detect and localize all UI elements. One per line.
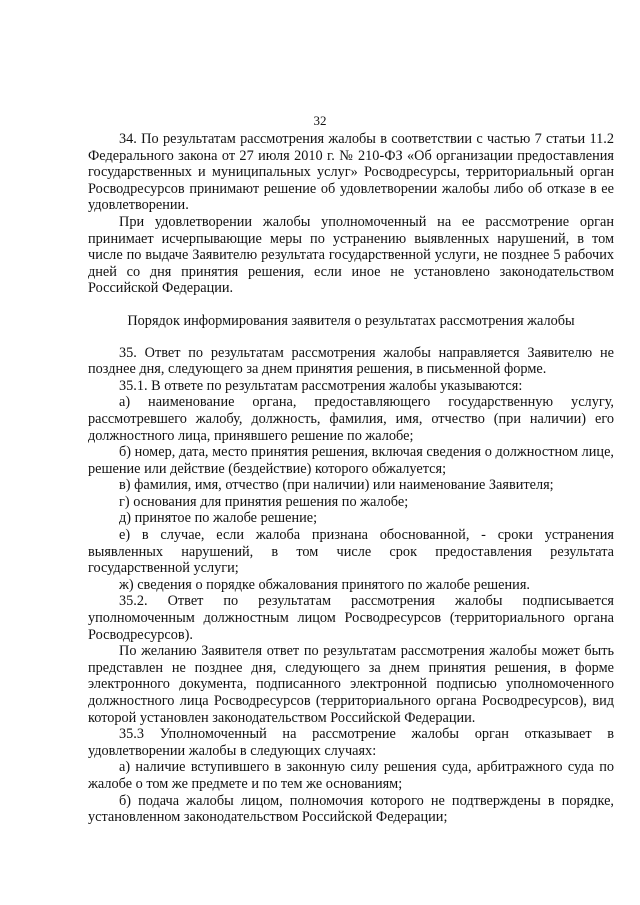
paragraph-satisfaction: При удовлетворении жалобы уполномоченный на ее рассмотрение орган принимает исчерпывающие меры по устранению выявленных нарушений, в том числе по выдаче Заявителю результата государственной услуги, не позднее 5 рабочих дней со дня принятия решения, если иное не установлено законодательством Российской Федерации. xyxy=(88,213,614,297)
paragraph-electronic-answer: По желанию Заявителя ответ по результатам рассмотрения жалобы может быть представлен не позднее дня, следующего за днем принятия решения, в форме электронного документа, подписанного электронной подписью уполномоченного должностного лица Росводресурсов (территориального органа Росводресурсов), вид которой установлен законодательством Российской Федерации. xyxy=(88,643,614,726)
list-item-d: д) принятое по жалобе решение; xyxy=(119,510,318,527)
list-item-b: б) номер, дата, место принятия решения, включая сведения о должностном лице, решение или действие (бездействие) которого обжалуется; xyxy=(88,444,614,477)
page-number: 32 xyxy=(313,113,327,128)
document-body xyxy=(88,131,614,826)
refusal-item-b: б) подача жалобы лицом, полномочия которого не подтверждены в порядке, установленном законодательством Российской Федерации; xyxy=(88,792,614,826)
refusal-item-a: а) наличие вступившего в законную силу решения суда, арбитражного суда по жалобе о том же предмете и по тем же основаниям; xyxy=(88,759,614,792)
paragraph-35-2: 35.2. Ответ по результатам рассмотрения жалобы подписывается уполномоченным должностным лицом Росводресурсов (территориального органа Росводресурсов). xyxy=(88,593,614,643)
paragraph-34: 34. По результатам рассмотрения жалобы в соответствии с частью 7 статьи 11.2 Федерального закона от 27 июля 2010 г. № 210-ФЗ «Об организации предоставления государственных и муниципальных услуг» Росводресурсы, территориальный орган Росводресурсов принимают решение об удовлетворении жалобы либо об отказе в ее удовлетворении. xyxy=(88,131,614,214)
list-item-v: в) фамилия, имя, отчество (при наличии) или наименование Заявителя; xyxy=(119,477,554,494)
list-item-g: г) основания для принятия решения по жалобе; xyxy=(119,493,409,510)
paragraph-35: 35. Ответ по результатам рассмотрения жалобы направляется Заявителю не позднее дня, следующего за днем принятия решения, в письменной форме. xyxy=(88,344,614,378)
paragraph-35-3: 35.3 Уполномоченный на рассмотрение жалобы орган отказывает в удовлетворении жалобы в следующих случаях: xyxy=(88,726,614,759)
list-item-e: е) в случае, если жалоба признана обоснованной, - сроки устранения выявленных нарушений, в том числе срок предоставления результата государственной услуги; xyxy=(88,527,614,577)
section-heading: Порядок информирования заявителя о результатах рассмотрения жалобы xyxy=(127,312,575,329)
paragraph-35-1: 35.1. В ответе по результатам рассмотрения жалобы указываются: xyxy=(119,377,523,394)
list-item-a: а) наименование органа, предоставляющего государственную услугу, рассмотревшего жалобу, должность, фамилия, имя, отчество (при наличии) его должностного лица, принявшего решение по жалобе; xyxy=(88,394,614,444)
list-item-zh: ж) сведения о порядке обжалования принятого по жалобе решения. xyxy=(119,576,530,593)
